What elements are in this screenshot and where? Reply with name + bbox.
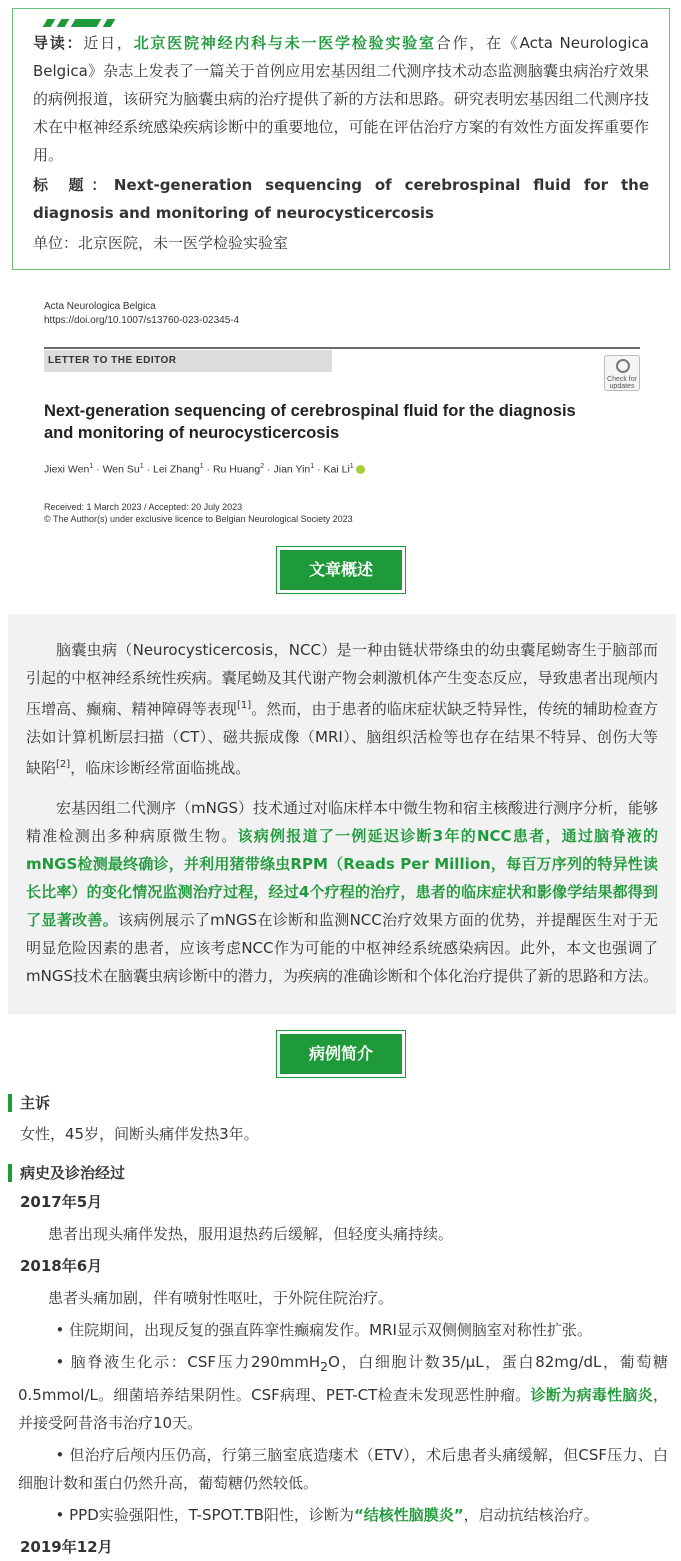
- intro-lead: 导读：近日，北京医院神经内科与未一医学检验实验室合作，在《Acta Neurologica Belgica》杂志上发表了一篇关于首例应用宏基因组二代测序技术动态监测脑囊虫病治疗效果的病例报道，该研究为脑囊虫病的治疗提供了新的方法和思路。研究表明宏基因组二代测序技术在中枢神经系统感染疾病诊断中的重要地位，可能在评估治疗方案的有效性方面发挥重要作用。: [33, 34, 649, 164]
- case-section: [8, 1094, 668, 1561]
- date-2017-05: 2017年5月: [20, 1193, 103, 1211]
- section-header-overview: 文章概述: [276, 546, 406, 594]
- date-2018-06: 2018年6月: [20, 1257, 103, 1275]
- subhead-complaint: 主诉: [8, 1094, 668, 1112]
- check-updates-badge: Check for updates: [604, 355, 640, 391]
- intro-title: 标 题：Next-generation sequencing of cerebrospinal fluid for the diagnosis and monitoring of neurocysticercosis: [33, 176, 649, 222]
- bullet-seizure: • 住院期间，出现反复的强直阵挛性癫痫发作。MRI显示双侧侧脑室对称性扩张。: [55, 1321, 592, 1339]
- check-updates-icon: [616, 359, 630, 373]
- intro-institution: 北京医院神经内科与未一医学检验实验室: [133, 34, 436, 52]
- overview-paragraph-1: 脑囊虫病（Neurocysticercosis，NCC）是一种由链状带绦虫的幼虫囊尾蚴寄生于脑部而引起的中枢神经系统性疾病。囊尾蚴及其代谢产物会刺激机体产生变态反应，导致患者出现颅内压增高、癫痫、精神障碍等表现[1]。然而，由于患者的临床症状缺乏特异性，传统的辅助检查方法如计算机断层扫描（CT）、磁共振成像（MRI）、脑组织活检等也存在结果不特异、创伤大等缺陷[2]，临床诊断经常面临挑战。: [26, 641, 658, 777]
- paper-doi: https://doi.org/10.1007/s13760-023-02345-4: [44, 315, 240, 326]
- orcid-icon: [356, 465, 365, 474]
- complaint-text: 女性，45岁，间断头痛伴发热3年。: [20, 1125, 259, 1143]
- paper-authors: Jiexi Wen$^1$ · Wen $Su^1$ · Lei Zhang$^1$ · Ru Huang$^2$ · Jian Yin$^1$ · Kai Li$^1$: [44, 463, 365, 476]
- divider: [44, 347, 640, 349]
- bullet-csf: • 脑脊液生化示：CSF压力290mmH$_2$O，白细胞计数35/μL，蛋白82mg/dL，葡萄糖0.5mmol/L。细菌培养结果阴性。CSF病理、PET-CT检查未发现恶性肿瘤。诊断为病毒性脑炎，并接受阿昔洛韦治疗10天。: [18, 1353, 668, 1432]
- overview-paragraph-2: 宏基因组二代测序（mNGS）技术通过对临床样本中微生物和宿主核酸进行测序分析，能够精准检测出多种病原微生物。该病例报道了一例延迟诊断3年的NCC患者，通过脑脊液的mNGS检测最终确诊，并利用猪带绦虫RPM（Reads Per Million，每百万序列的特异性读长比率）的变化情况监测治疗过程，经过4个疗程的治疗，患者的临床症状和影像学结果都得到了显著改善。该病例展示了mNGS在诊断和监测NCC治疗效果方面的优势，并提醒医生对于无明显危险因素的患者，应该考虑NCC作为可能的中枢神经系统感染病因。此外，本文也强调了mNGS技术在脑囊虫病诊断中的潜力，为疾病的准确诊断和个体化治疗提供了新的思路和方法。: [26, 799, 658, 985]
- bullet-etv: • 但治疗后颅内压仍高，行第三脑室底造瘘术（ETV），术后患者头痛缓解，但CSF压力、白细胞计数和蛋白仍然升高，葡萄糖仍然较低。: [18, 1446, 668, 1492]
- section-header-case: 病例简介: [276, 1030, 406, 1078]
- decorative-stripes: [45, 13, 125, 23]
- intro-unit: 单位：北京医院，未一医学检验实验室: [33, 234, 289, 252]
- paper-title: Next-generation sequencing of cerebrospinal fluid for the diagnosis and monitoring of neurocysticercosis: [44, 402, 576, 442]
- date-2019-12: 2019年12月: [20, 1538, 113, 1556]
- paper-header-image: [44, 300, 644, 530]
- letter-label: LETTER TO THE EDITOR: [44, 350, 332, 372]
- intro-box: [12, 8, 670, 270]
- overview-box: [8, 614, 676, 1014]
- paper-journal: Acta Neurologica Belgica: [44, 301, 156, 312]
- bullet-ppd: • PPD实验强阳性，T-SPOT.TB阳性，诊断为“结核性脑膜炎”，启动抗结核治疗。: [55, 1506, 599, 1524]
- subhead-history: 病史及诊治经过: [8, 1164, 668, 1182]
- paper-dates: Received: 1 March 2023 / Accepted: 20 July 2023 © The Author(s) under exclusive licence to Belgian Neurological Society 2023: [44, 502, 353, 524]
- history-2017: 患者出现头痛伴发热，服用退热药后缓解，但轻度头痛持续。: [48, 1225, 454, 1243]
- history-2018: 患者头痛加剧，伴有喷射性呕吐，于外院住院治疗。: [48, 1289, 394, 1307]
